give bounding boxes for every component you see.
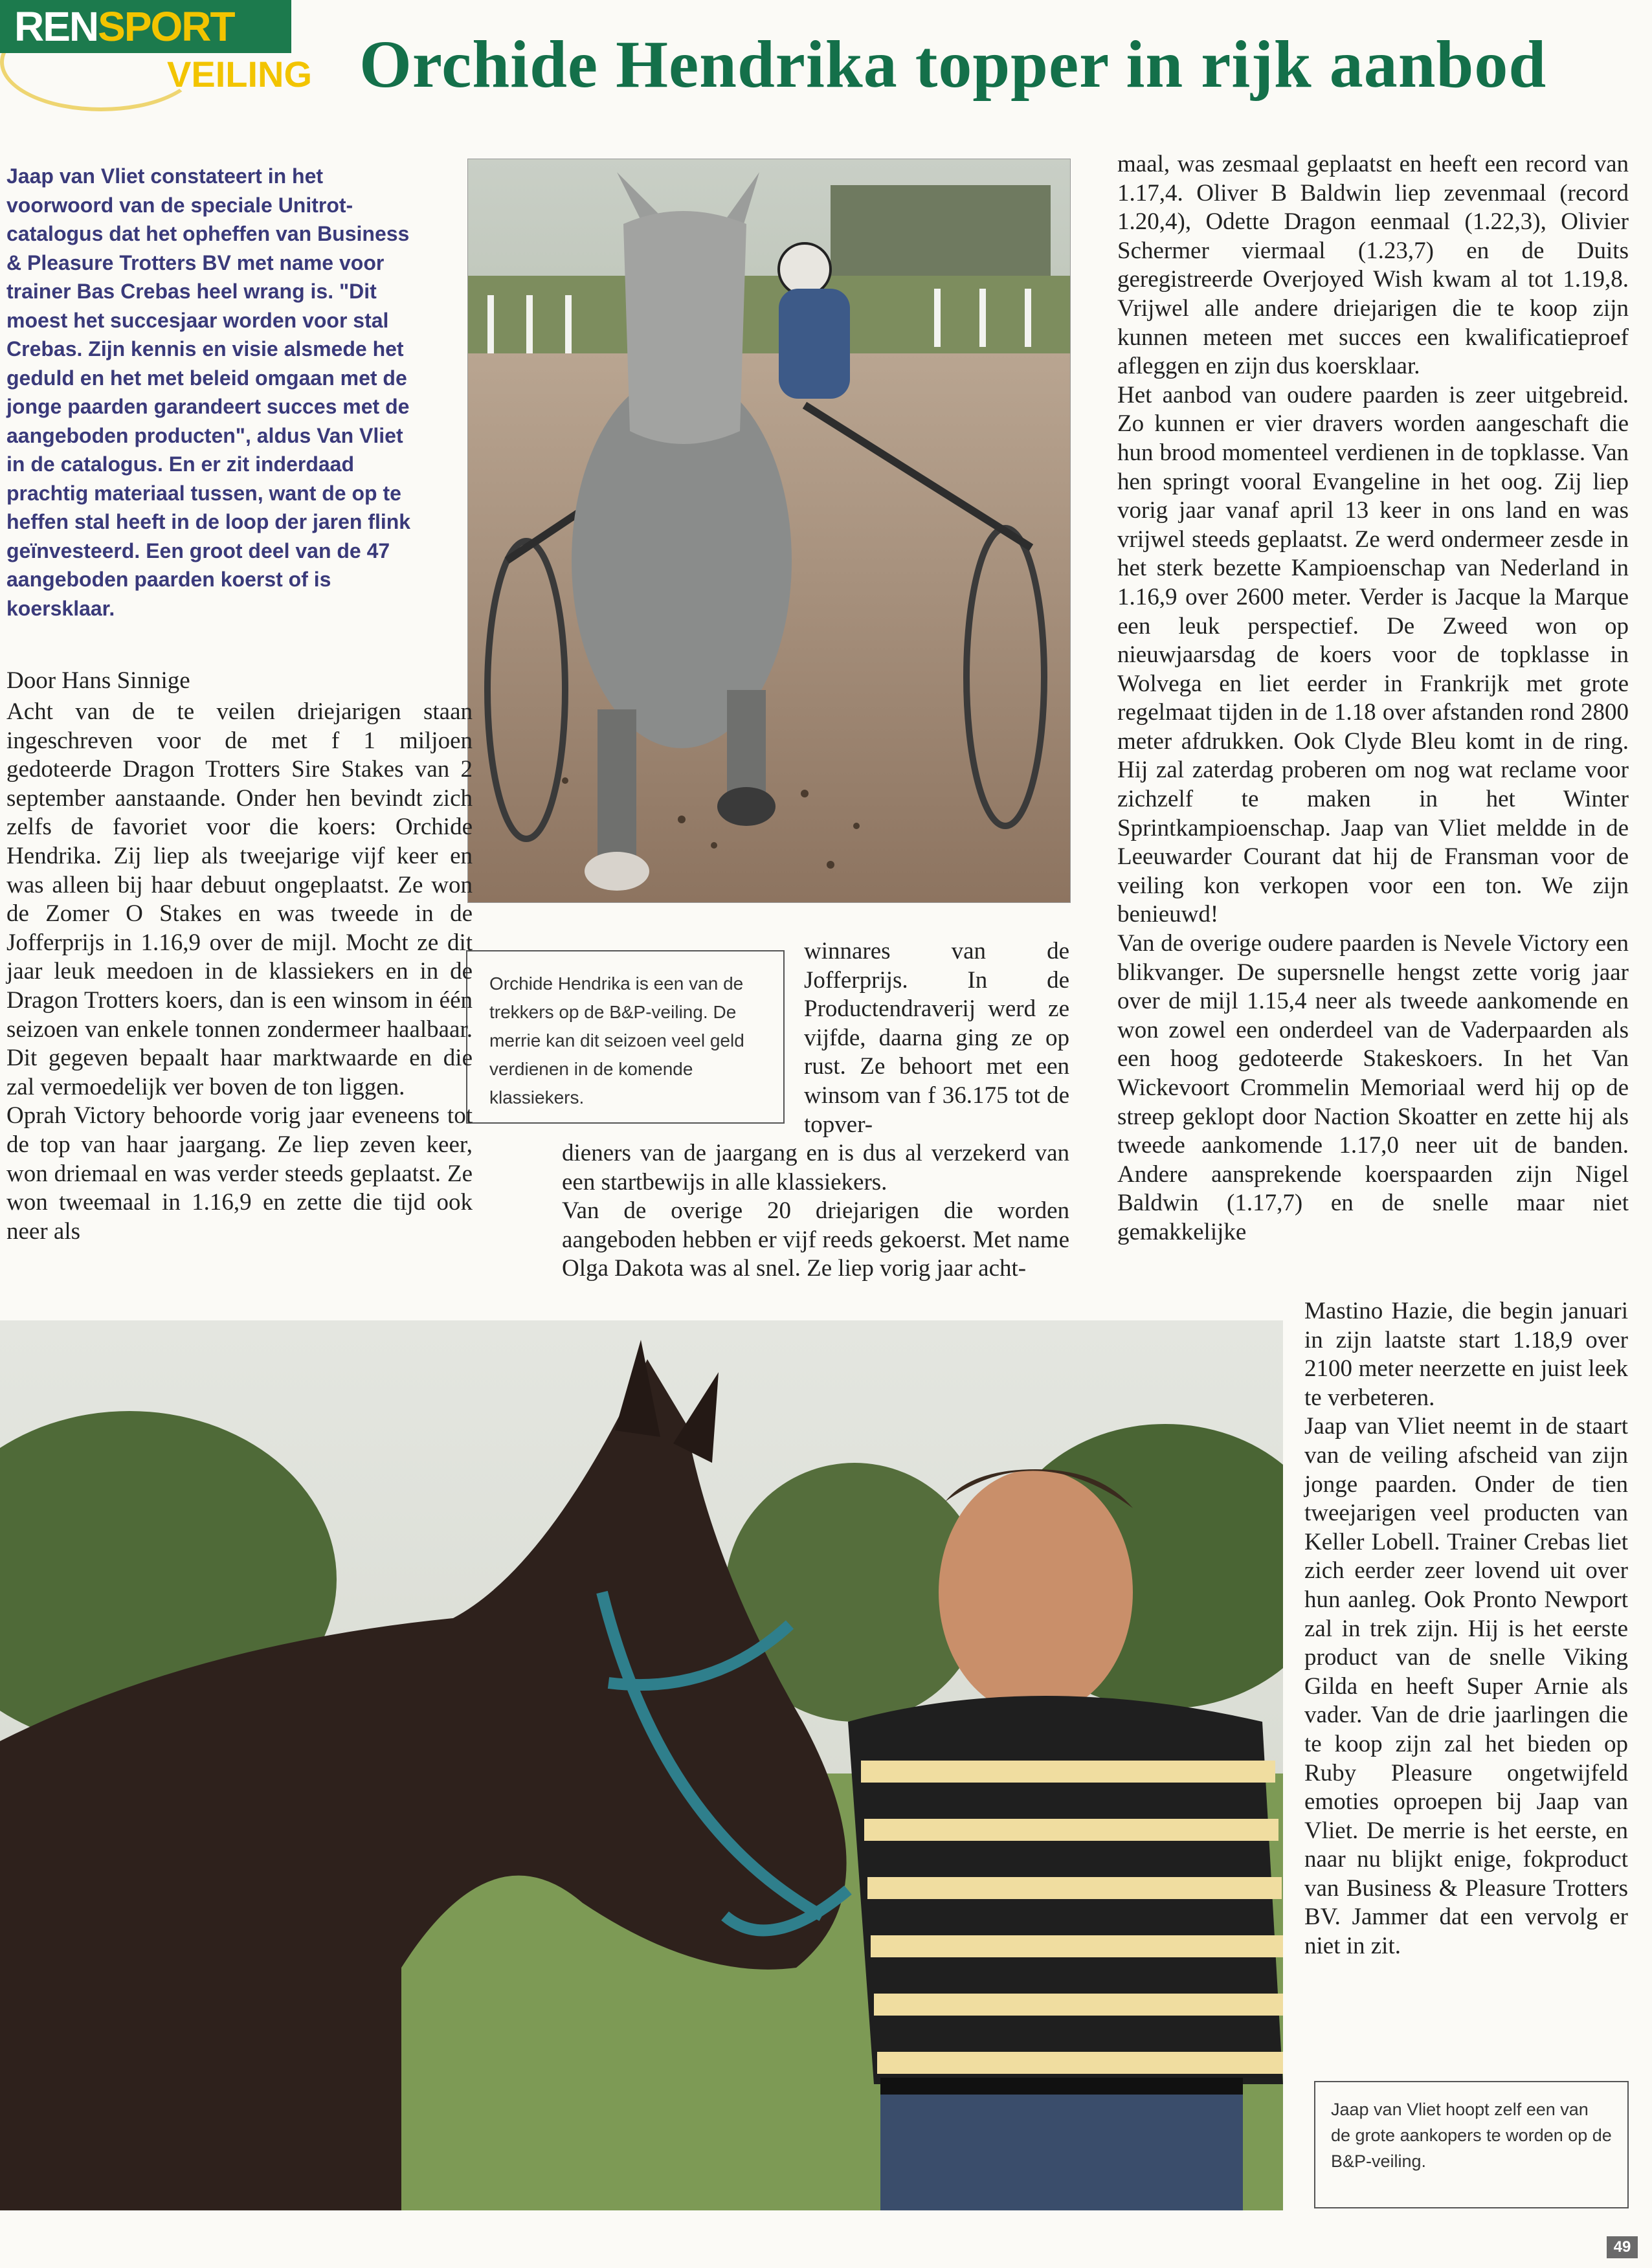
paragraph: winnares van de Jofferprijs. In de Productendraverij werd ze vijfde, daarna ging ze op rust. Ze behoort met een winsom van f 36.175 tot de topver-: [804, 938, 1069, 1138]
body-column-1: [6, 698, 473, 1246]
paragraph: Het aanbod van oudere paarden is zeer uitgebreid. Zo kunnen er vier dravers worden aangeschaft die hun brood momenteel verdienen in de topklasse. Van hen springt vooral Evangeline in het oog. Zij liep vorig jaar vanaf april 13 keer in ons land en was vrijwel steeds geplaatst. Ze werd ondermeer zesde in het sterk bezette Kampioenschap van Nederland in 1.16,9 over 2600 meter. Verder is Jacque la Marque een leuk perspectief. De Zweed won op nieuwjaarsdag de koers voor de topklasse in Wolvega en liet eerder in Frankrijk met grote regelmaat tijden in de 1.18 over afstanden rond 2800 meter afdrukken. Ook Clyde Bleu komt in de ring. Hij zal zaterdag proberen om nog wat reclame voor zichzelf te maken in het Winter Sprintkampioenschap. Jaap van Vliet meldde in de Leeuwarder Courant dat hij de Fransman voor de veiling kon verkopen voor een ton. We zijn benieuwd!: [1117, 381, 1629, 928]
trainer-with-horse-image: [0, 1320, 1283, 2210]
body-column-2-bottom: [562, 1139, 1069, 1284]
byline: Door Hans Sinnige: [6, 667, 190, 694]
section-label: VEILING: [167, 54, 313, 94]
race-photo-caption: Orchide Hendrika is een van de trekkers op de B&P-veiling. De merrie kan dit seizoen veel geld verdienen in de komende klassiekers.: [466, 950, 785, 1124]
logo-sport: SPORT: [98, 3, 234, 50]
paragraph: Van de overige 20 driejarigen die worden aangeboden hebben er vijf reeds gekoerst. Met name Olga Dakota was al snel. Ze liep vorig jaar acht-: [562, 1197, 1069, 1282]
body-column-3-bottom: [1304, 1297, 1628, 1961]
portrait-photo: [0, 1320, 1283, 2210]
paragraph: Oprah Victory behoorde vorig jaar eveneens tot de top van haar jaargang. Ze liep zeven keer, won driemaal en was verder steeds geplaatst. Ze won tweemaal in 1.16,9 en zette die tijd ook neer als: [6, 1102, 473, 1245]
body-column-3-top: [1117, 150, 1629, 1247]
paragraph: Van de overige oudere paarden is Nevele Victory een blikvanger. De supersnelle hengst zette vorig jaar over de mijl 1.15,4 neer als tweede aankomende en won zowel een onderdeel van de Vaderpaarden als een hoog gedoteerde Stakeskoers. In het Van Wickevoort Crommelin Memoriaal werd hij op de streep geklopt door Naction Skoatter en zette hij als tweede aankomende 1.17,0 neer uit de banden. Andere aansprekende koerspaarden zijn Nigel Baldwin (1.17,7) en de snelle maar niet gemakkelijke: [1117, 930, 1629, 1245]
logo-text: [14, 3, 234, 50]
body-column-2-top: [804, 937, 1069, 1139]
paragraph: dieners van de jaargang en is dus al verzekerd van een startbewijs in alle klassiekers.: [562, 1140, 1069, 1195]
article-headline: Orchide Hendrika topper in rijk aanbod: [359, 27, 1547, 102]
logo-ren: REN: [14, 3, 98, 50]
portrait-photo-caption: Jaap van Vliet hoopt zelf een van de grote aankopers te worden op de B&P-veiling.: [1314, 2081, 1629, 2208]
paragraph: Acht van de te veilen driejarigen staan ingeschreven voor de met f 1 miljoen gedoteerde Dragon Trotters Sire Stakes van 2 september aanstaande. Onder hen bevindt zich zelfs de favoriet voor die koers: Orchide Hendrika. Zij liep als tweejarige vijf keer en was alleen bij haar debuut ongeplaatst. Ze won de Zomer O Stakes en was tweede in de Jofferprijs in 1.16,9 over de mijl. Mocht ze dit jaar leuk meedoen in de klassiekers en in de Dragon Trotters koers, dan is een winsom in één seizoen van enkele tonnen zondermeer haalbaar. Dit gegeven bepaalt haar marktwaarde en die zal vermoedelijk ver boven de ton liggen.: [6, 698, 473, 1100]
page-number: 49: [1607, 2236, 1638, 2258]
article-intro: Jaap van Vliet constateert in het voorwoord van de speciale Unitrot-catalogus dat het opheffen van Business & Pleasure Trotters BV met name voor trainer Bas Crebas heel wrang is. "Dit moest het succesjaar worden voor stal Crebas. Zijn kennis en visie alsmede het geduld en het met beleid omgaan met de jonge paarden garandeert succes met de aangeboden producten", aldus Van Vliet in de catalogus. En er zit inderdaad prachtig materiaal tussen, want de op te heffen stal heeft in de loop der jaren flink geïnvesteerd. Een groot deel van de 47 aangeboden paarden koerst of is koersklaar.: [6, 164, 411, 620]
harness-racing-image: [468, 159, 1070, 902]
paragraph: Mastino Hazie, die begin januari in zijn laatste start 1.18,9 over 2100 meter neerzette en juist leek te verbeteren.: [1304, 1298, 1628, 1411]
paragraph: Jaap van Vliet neemt in de staart van de veiling afscheid van zijn jonge paarden. Onder de tien tweejarigen veel producten van Keller Lobell. Trainer Crebas liet zich eerder zeer lovend uit over hun aanleg. Ook Pronto Newport zal in trek zijn. Hij is het eerste product van de snelle Viking Gilda en heeft Super Arnie als vader. Van de drie jaarlingen die te koop zijn zal het bieden op Ruby Pleasure ongetwijfeld emoties oproepen bij Jaap van Vliet. De merrie is het eerste, en naar nu blijkt enige, fokproduct van Business & Pleasure Trotters BV. Jammer dat een vervolg er niet in zit.: [1304, 1413, 1628, 1960]
race-photo: [467, 159, 1071, 903]
paragraph: maal, was zesmaal geplaatst en heeft een record van 1.17,4. Oliver B Baldwin liep zevenmaal (record 1.20,4), Odette Dragon eenmaal (1.22,3), Olivier Schermer viermaal (1.23,7) en de Duits geregistreerde Overjoyed Wish kwam al tot 1.19,8. Vrijwel alle andere driejarigen die te koop zijn kunnen meteen met succes een kwalificatieproef afleggen en zijn dus koersklaar.: [1117, 151, 1629, 380]
